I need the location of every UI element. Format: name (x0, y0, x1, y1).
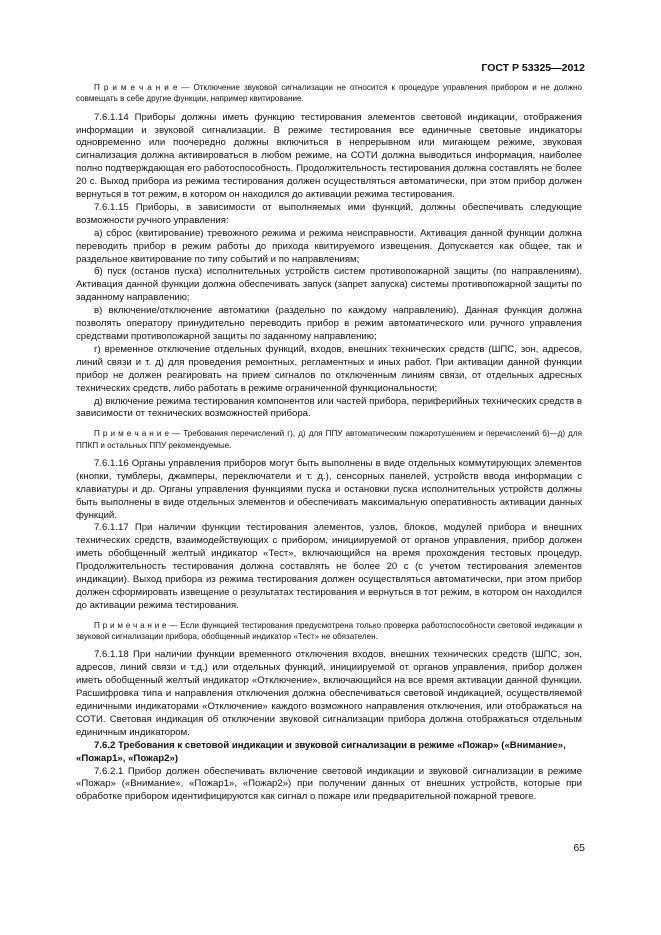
paragraph-7-6-1-17: 7.6.1.17 При наличии функции тестирования элементов, узлов, блоков, модулей прибора и внешних технических средств, взаимодействующих с прибором, инициируемой от органов управления, прибор должен иметь обобщенный желтый индикатор «Тест», включающийся на время прохождения тестовых процедур. Продолжительность тестирования должна составлять не более 20 с (с учетом тестирования элементов индикации). Выход прибора из режима тестирования должен осуществляться автоматически, при этом прибор должен сформировать извещение о результатах тестирования и вернуться в тот режим, в котором он находился до активации режима тестирования. (76, 522, 582, 611)
page-number: 65 (573, 842, 585, 854)
note-label: П р и м е ч а н и е (94, 83, 178, 92)
note-label: П р и м е ч а н и е (94, 429, 169, 439)
page-content (76, 82, 582, 804)
note-text: — Требования перечислений г), д) для ППУ автоматическим пожаротушением и перечислений б)—д) для ППКП и остальных ППУ рекомендуемые. (76, 429, 583, 450)
list-item-d: д) включение режима тестирования компонентов или частей прибора, периферийных технических средств в зависимости от технических возможностей прибора. (76, 395, 582, 420)
list-item-a: а) сброс (квитирование) тревожного режима и режима неисправности. Активация данной функции должна переводить прибор в режим работы до прихода квитируемого извещения. Допускается как общее, так и раздельное квитирование по типу событий и по направлениям; (76, 227, 582, 265)
note-text: — Отключение звуковой сигнализации не относится к процедуре управления прибором и не должно совмещать в себе другие функции, например квитирование. (76, 83, 583, 104)
list-item-v: в) включение/отключение автоматики (раздельно по каждому направлению). Данная функция должна позволять оператору принудительно переводить прибор в режим автоматического или ручного управления средствами противопожарной защиты по заданному направлению; (76, 305, 582, 342)
paragraph-7-6-2-1: 7.6.2.1 Прибор должен обеспечивать включение световой индикации и звуковой сигнализации в режиме «Пожар» («Внимание», «Пожар1», «Пожар2») при получении данных от внешних устройств, которые при обработке прибором идентифицируются как сигнал о пожаре или предварительной пожарной тревоге. (76, 765, 582, 803)
paragraph-7-6-1-16: 7.6.1.16 Органы управления приборов могут быть выполнены в виде отдельных коммутирующих элементов (кнопки, тумблеры, джамперы, переключатели и т. д.), сенсорных панелей, устройств ввода информации с клавиатуры и др. Органы управления функциями пуска и остановки пуска исполнительных устройств должны быть выполнены в виде отдельных элементов и обеспечивать максимальную оперативность активации данных функций. (76, 457, 582, 521)
note-1 (76, 82, 582, 105)
list-item-b: б) пуск (останов пуска) исполнительных устройств систем противопожарной защиты (по направлениям). Активация данной функции должна обеспечивать запуск (запрет запуска) системы противопожарной защиты по заданному направлению; (76, 266, 582, 304)
note-2 (76, 428, 582, 451)
standard-header: ГОСТ Р 53325—2012 (481, 62, 585, 74)
paragraph-7-6-1-18: 7.6.1.18 При наличии функции временного отключения входов, внешних технических средств (ШПС, зон, адресов, линий связи и т.д.) или отдельных функций, инициируемой от органов управления, прибор должен иметь обобщенный желтый индикатор «Отключение», включающийся на все время активации данной функции. Расшифровка типа и направления отключения должна обеспечиваться световой индикацией, осуществляемой единичными индикаторами «Отключение» каждого возможного направления отключения, или отображаться на СОТИ. Световая индикация об отключении звуковой сигнализации прибора должна отображаться отдельным единичным индикатором. (76, 649, 582, 738)
note-label: П р и м е ч а н и е (94, 620, 167, 630)
list-item-g: г) временное отключение отдельных функций, входов, внешних технических средств (ШПС, зон, адресов, линий связи и т. д) для проведения ремонтных, регламентных и иных работ. При активации данной функции прибор не должен реагировать на прием сигналов по отключенным линиям связи, от отдельных адресных технических средств, либо работать в режиме ограниченной функциональности; (76, 343, 582, 394)
note-text: — Если функцией тестирования предусмотрена только проверка работоспособности световой индикации и звуковой сигнализации прибора, обобщенный индикатор «Тест» не обязателен. (76, 620, 582, 642)
paragraph-7-6-1-15: 7.6.1.15 Приборы, в зависимости от выполняемых ими функций, должны обеспечивать следующие возможности ручного управления: (76, 201, 582, 226)
paragraph-7-6-1-14: 7.6.1.14 Приборы должны иметь функцию тестирования элементов световой индикации, отображения информации и звуковой сигнализации. В режиме тестирования все единичные световые индикаторы одновременно или поочередно должны включиться в непрерывном или мигающем режиме, звуковая сигнализация должна активироваться в любом режиме, на СОТИ должна выводиться информация, наиболее полно подтверждающая его работоспособность. Продолжительность тестирования должна составлять не более 20 с. Выход прибора из режима тестирования должен осуществляться автоматически, при этом прибор должен вернуться в тот режим, в котором он находился до активации режима тестирования. (76, 111, 582, 201)
note-3 (76, 620, 582, 643)
section-heading-7-6-2: 7.6.2 Требования к световой индикации и звуковой сигнализации в режиме «Пожар» («Внимание», «Пожар1», «Пожар2») (76, 739, 566, 764)
